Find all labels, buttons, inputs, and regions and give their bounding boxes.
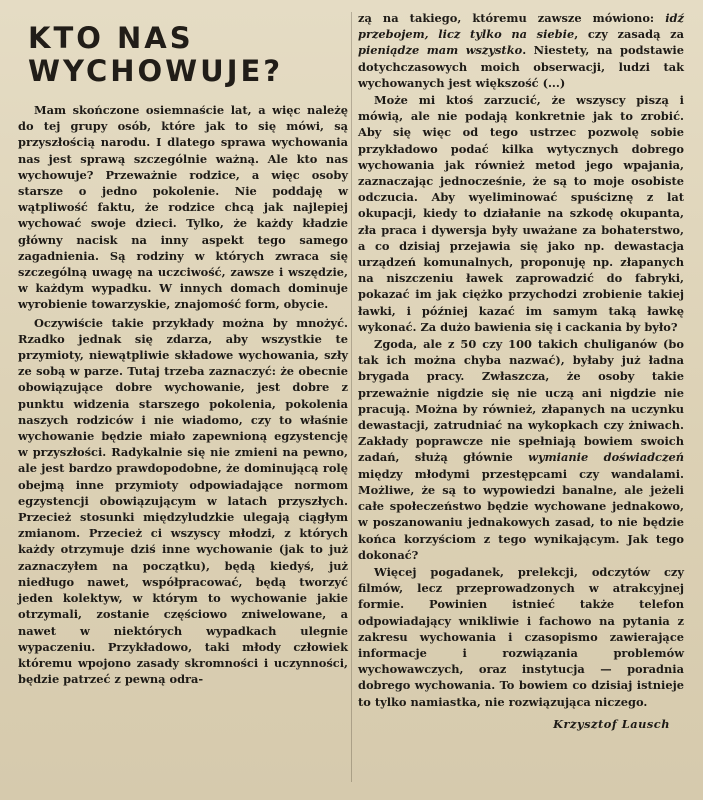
italic-quote: idź przebojem, licz tylko na siebie xyxy=(358,11,684,42)
headline-line-1: KTO NAS xyxy=(28,21,194,55)
text-run: Zgoda, ale z 50 czy 100 takich chuliganów (bo tak ich można chyba nazwać), byłaby już ładna brygada pracy. Zwłaszcza, że osoby takie przeważnie nigdzie się nie uczą ani nigdzie nie pracują. Można by również, złapanych na uczynku dewastacji, zatrudniać na wykopkach czy żniwach. Zakłady poprawcze nie spełniają bowiem swoich zadań, służą głównie xyxy=(358,337,684,465)
text-run: . Niestety, na podstawie dotychczasowych moich obserwacji, ludzi tak wychowanych jest większość (...) xyxy=(358,43,684,90)
right-column xyxy=(358,10,684,732)
paragraph-2: Oczywiście takie przykłady można by mnożyć. Rzadko jednak się zdarza, aby wszystkie te przymioty, niewątpliwie składowe wychowania, szły ze sobą w parze. Tutaj trzeba zaznaczyć: że obecnie obowiązujące dobre wychowanie, jest dobre z punktu widzenia starszego pokolenia, pokolenia naszych rodziców i nie wiadomo, czy to właśnie wychowanie będzie miało zapewnioną egzystencję w przyszłości. Radykalnie się nie zmieni na pewno, ale jest bardzo prawdopodobne, że dominującą rolę obejmą inne przymioty odpowiadające normom egzystencji obowiązującym w latach przyszłych. Przecież stosunki międzyludzkie ulegają ciągłym zmianom. Przecież ci wszyscy młodzi, z których każdy otrzymuje dziś inne wychowanie (jak to już zaznaczyłem na początku), będą kiedyś, już niedługo nawet, współpracować, będą tworzyć jeden kolektyw, w którym to wychowanie jakie otrzymali, zostanie częściowo zniwelowane, a nawet w niektórych wypadkach ulegnie wypaczeniu. Przykładowo, taki młody człowiek któremu wpojono zasady skromności i uczynności, będzie patrzeć z pewną odra- xyxy=(18,315,348,687)
text-run: między młodymi przestępcami czy wandalami. Możliwe, że są to wypowiedzi banalne, ale jeżeli całe społeczeństwo będzie wychowane jednakowo, w poszanowaniu jednakowych zasad, to nie będzie końca korzyściom z tego wynikającym. Jak tego dokonać? xyxy=(358,466,684,562)
paragraph-2-continued xyxy=(358,10,684,91)
article-headline xyxy=(28,22,348,88)
left-column xyxy=(18,0,348,687)
paragraph-5: Więcej pogadanek, prelekcji, odczytów czy filmów, lecz przeprowadzonych w atrakcyjnej formie. Powinien istnieć także telefon odpowiadający wnikliwie i fachowo na pytania z zakresu wychowania i czasopismo zawierające informacje i rozwiązania problemów wychowawczych, oraz instytucja — poradnia dobrego wychowania. To bowiem co dzisiaj istnieje to tylko namiastka, nie rozwiązująca niczego. xyxy=(358,564,684,709)
italic-phrase: wymianie doświadczeń xyxy=(528,450,684,465)
text-run: , czy zasadą za xyxy=(574,27,684,42)
column-divider xyxy=(351,12,352,782)
author-signature: Krzysztof Lausch xyxy=(553,716,670,731)
paragraph-1: Mam skończone osiemnaście lat, a więc należę do tej grupy osób, które jak to się mówi, są przyszłością narodu. I dlatego sprawa wychowania nas jest sprawą szczególnie ważną. Ale kto nas wychowuje? Przeważnie rodzice, a więc osoby starsze o jedno pokolenie. Nie poddaję w wątpliwość faktu, że rodzice chcą jak najlepiej wychować swoje dzieci. Tylko, że każdy kładzie główny nacisk na inny aspekt tego samego zagadnienia. Są rodziny w których zwraca się szczególną uwagę na uczciwość, zawsze i wszędzie, w każdym wypadku. W innych domach dominuje wyrobienie towarzyskie, znajomość form, obycie. xyxy=(18,103,348,312)
paragraph-3: Może mi ktoś zarzucić, że wszyscy piszą i mówią, ale nie podają konkretnie jak to zrobić. Aby się więc od tego ustrzec pozwolę sobie przykładowo podać kilka wytycznych dobrego wychowania jak również metod jego wpajania, zaznaczając jednocześnie, że są to moje osobiste odczucia. Aby wyeliminować spuściznę z lat okupacji, kiedy to działanie na szkodę okupanta, zła praca i dywersja były uważane za bohaterstwo, a co dzisiaj przejawia się jako np. dewastacja urządzeń komunalnych, proponuję np. złapanych na niszczeniu ławek zaprowadzić do fabryki, pokazać im jak ciężko przychodzi zrobienie takiej ławki, i później kazać im samym taką ławkę wykonać. Za dużo bawienia się i cackania by było? xyxy=(358,93,684,334)
headline-line-2: WYCHOWUJE? xyxy=(28,54,284,88)
italic-quote: pieniądze mam wszystko xyxy=(358,43,523,58)
text-run: zą na takiego, któremu zawsze mówiono: xyxy=(358,11,666,25)
paragraph-4 xyxy=(358,336,684,563)
